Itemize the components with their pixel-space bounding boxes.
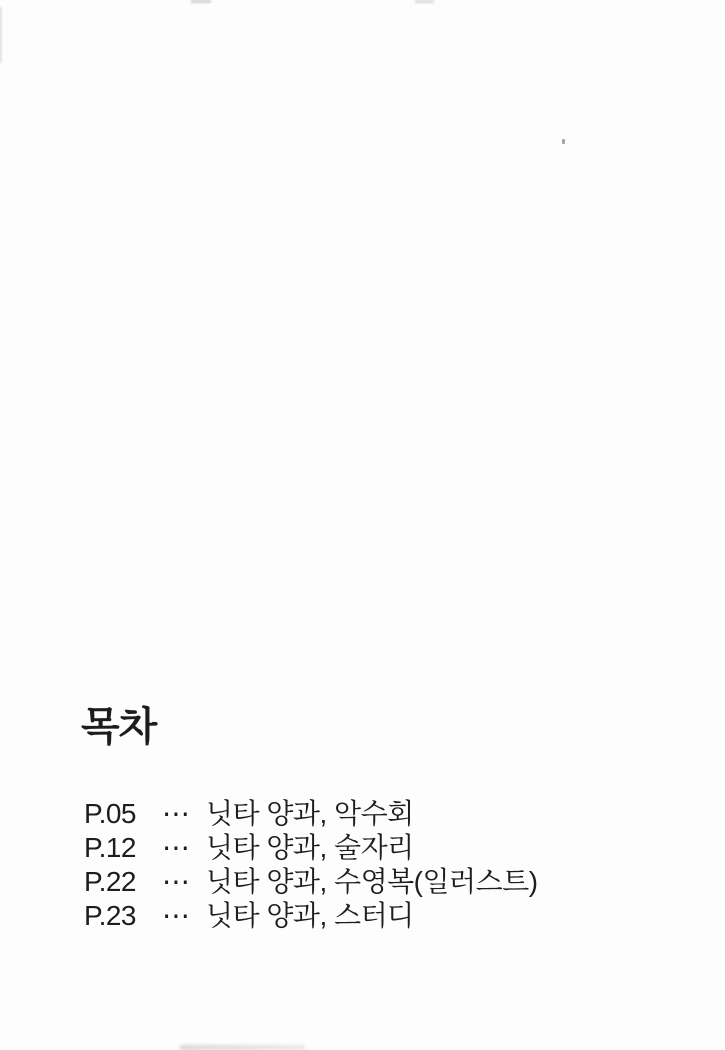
toc-entry-title: 닛타 양과, 수영복(일러스트) xyxy=(206,866,538,897)
toc-entry-separator: ⋯ xyxy=(162,832,192,863)
toc-entry-title: 닛타 양과, 술자리 xyxy=(206,832,414,863)
scan-speck xyxy=(562,139,565,144)
toc-entry-separator: ⋯ xyxy=(162,900,192,931)
toc-entry-page: P.05 xyxy=(84,798,136,829)
toc-heading: 목차 xyxy=(81,705,157,749)
toc-entry-page: P.22 xyxy=(84,866,136,897)
toc-entry xyxy=(84,792,538,829)
toc-entry-separator: ⋯ xyxy=(162,866,192,897)
scan-smudge-bottom xyxy=(180,1045,305,1050)
toc-entry-title: 닛타 양과, 스터디 xyxy=(206,900,414,931)
toc-entry-page: P.23 xyxy=(84,900,136,931)
scan-smudge-top-center xyxy=(415,0,434,3)
scan-smudge-top-left xyxy=(191,0,211,3)
toc-entry xyxy=(84,860,538,897)
toc-entry-title: 닛타 양과, 악수회 xyxy=(206,798,414,829)
scan-edge-artifact-left xyxy=(0,7,2,63)
toc-entry-separator: ⋯ xyxy=(162,798,192,829)
toc-entry-page: P.12 xyxy=(84,832,136,863)
toc-entry xyxy=(84,826,538,863)
toc-list xyxy=(84,792,538,931)
